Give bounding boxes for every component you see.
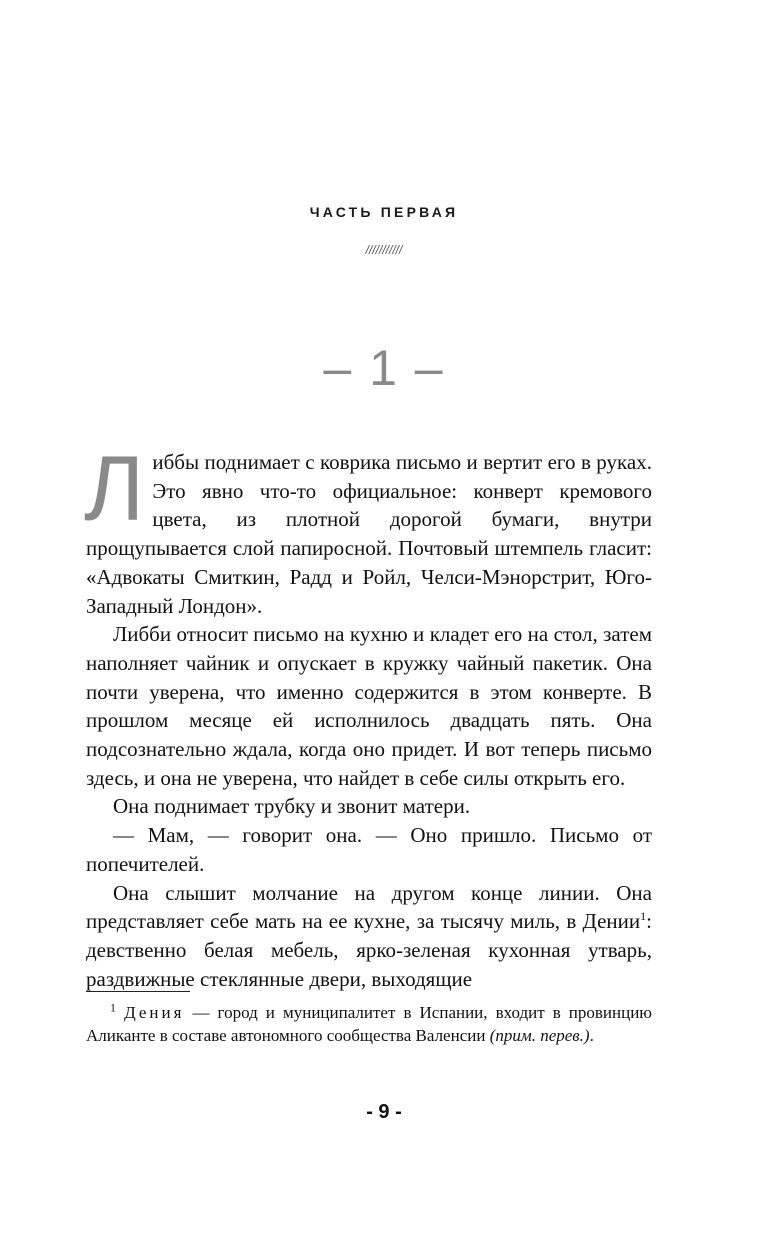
drop-cap: Л xyxy=(84,438,145,540)
paragraph-5-after: : девственно белая мебель, ярко-зеленая кухонная утварь, раздвижные стеклянные двери, выходящие xyxy=(86,909,652,991)
paragraph-4: — Мам, — говорит она. — Оно пришло. Письмо от попечителей. xyxy=(86,823,652,876)
footnote-reference: 1 xyxy=(640,909,647,924)
paragraph-1-text: иббы поднимает с коврика письмо и вертит его в руках. Это явно что-то официальное: конверт кремового цвета, из плотной дорогой бумаги, внутри прощупывается слой папиросной. Почтовый штемпель гласит: «Адвокаты Смиткин, Радд и Ройл, Челси-Мэнорстрит, Юго-Западный Лондон». xyxy=(86,450,652,618)
ornament-divider: /////////// xyxy=(365,243,403,257)
paragraph-3: Она поднимает трубку и звонит матери. xyxy=(113,794,471,819)
footnote-text: — город и муниципалитет в Испании, входит в провинцию Аликанте в составе автономного сообщества Валенсии xyxy=(86,1003,653,1045)
footnote-divider xyxy=(86,991,190,992)
chapter-number: – 1 – xyxy=(323,340,445,396)
body-text xyxy=(84,438,652,993)
paragraph-2: Либби относит письмо на кухню и кладет его на стол, затем наполняет чайник и опускает в кружку чайный пакетик. Она почти уверена, что именно содержится в этом конверте. В прошлом месяце ей исполнилось двадцать пять. Она подсознательно ждала, когда оно придет. И вот теперь письмо здесь, и она не уверена, что найдет в себе силы открыть его. xyxy=(86,622,652,790)
footnote-term: Дения xyxy=(124,1003,185,1022)
paragraph-1 xyxy=(84,438,652,620)
paragraph-5 xyxy=(86,879,652,994)
footnote xyxy=(86,1001,652,1047)
paragraph-5-before: Она слышит молчание на другом конце линии. Она представляет себе мать на ее кухне, за тысячу миль, в Дении xyxy=(86,880,652,934)
footnote-translator-note: (прим. перев.) xyxy=(489,1026,590,1045)
part-title: ЧАСТЬ ПЕРВАЯ xyxy=(309,204,459,220)
page-number: - 9 - xyxy=(366,1101,402,1123)
footnote-mark: 1 xyxy=(110,1000,116,1015)
footnote-end: . xyxy=(589,1026,594,1045)
